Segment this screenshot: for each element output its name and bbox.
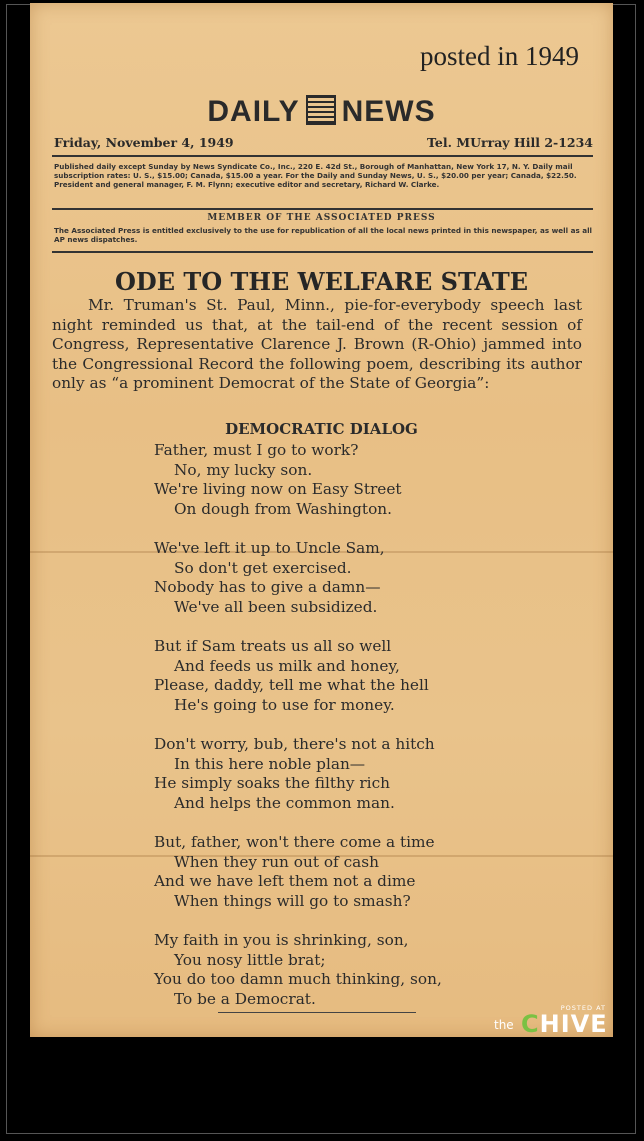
masthead-daily: DAILY xyxy=(207,95,300,128)
publisher-note: Published daily except Sunday by News Syndicate Co., Inc., 220 E. 42d St., Borough of Manhattan, New York 17, N. Y. Daily mail subscription rates: U. S., $15.00; Canada, $15.00 a year. For the Daily and Sunday News, U. S., $20.00 per year; Canada, $22.50. President and general manager, F. M. Flynn; executive editor and secretary, Richard W. Clarke. xyxy=(54,162,577,189)
intro-paragraph xyxy=(52,296,582,394)
headline: ODE TO THE WELFARE STATE xyxy=(115,267,528,296)
poem-line: In this here noble plan— xyxy=(174,754,366,773)
divider xyxy=(52,251,593,253)
phone-number: Tel. MUrray Hill 2-1234 xyxy=(427,135,593,150)
issue-date: Friday, November 4, 1949 xyxy=(54,135,234,150)
poem-line: Father, must I go to work? xyxy=(154,441,359,459)
poem-line: So don't get exercised. xyxy=(174,558,352,577)
divider xyxy=(52,155,593,157)
logo-the: the xyxy=(494,1018,514,1032)
poem-stanza xyxy=(154,735,442,813)
poem-line: And feeds us milk and honey, xyxy=(174,656,400,675)
poem-line: When things will go to smash? xyxy=(174,891,411,910)
divider xyxy=(52,208,593,210)
poem-stanza xyxy=(154,931,442,1009)
poem-line: We're living now on Easy Street xyxy=(154,480,402,498)
intro-text: Mr. Truman's St. Paul, Minn., pie-for-everybody speech last night reminded us that, at the tail-end of the recent session of Congress, Representative Clarence J. Brown (R-Ohio) jammed into the Congressional Record the following poem, describing its author only as “a prominent Democrat of the State of Georgia”: xyxy=(52,296,582,392)
poem-line: And we have left them not a dime xyxy=(154,872,416,890)
chive-logo xyxy=(494,1004,612,1038)
poem-stanza xyxy=(154,441,442,519)
masthead-emblem-icon xyxy=(306,95,336,125)
poem-line: My faith in you is shrinking, son, xyxy=(154,931,409,949)
masthead xyxy=(30,95,613,129)
logo-chive: CHIVE xyxy=(521,1010,608,1038)
poem-line: To be a Democrat. xyxy=(174,989,316,1008)
member-heading: MEMBER OF THE ASSOCIATED PRESS xyxy=(207,213,436,223)
poem-line: He's going to use for money. xyxy=(174,695,395,714)
end-rule xyxy=(218,1012,416,1013)
dateline xyxy=(54,135,593,150)
poem-line: He simply soaks the filthy rich xyxy=(154,774,390,792)
posted-caption: posted in 1949 xyxy=(420,41,579,71)
poem-line: Nobody has to give a damn— xyxy=(154,578,381,596)
poem-line: Don't worry, bub, there's not a hitch xyxy=(154,735,435,753)
poem-line: You nosy little brat; xyxy=(174,950,326,969)
poem-line: You do too damn much thinking, son, xyxy=(154,970,442,988)
poem-line: We've left it up to Uncle Sam, xyxy=(154,539,385,557)
poem-line: We've all been subsidized. xyxy=(174,597,378,616)
poem-stanza xyxy=(154,637,442,715)
poem-line: When they run out of cash xyxy=(174,852,379,871)
logo-posted-at: POSTED AT xyxy=(560,1004,606,1012)
poem-line: On dough from Washington. xyxy=(174,499,392,518)
poem-line: But if Sam treats us all so well xyxy=(154,637,392,655)
ap-note: The Associated Press is entitled exclusively to the use for republication of all the local news printed in this newspaper, as well as all AP news dispatches. xyxy=(54,226,593,244)
poem-line: And helps the common man. xyxy=(174,793,395,812)
poem-stanza xyxy=(154,833,442,911)
poem-line: No, my lucky son. xyxy=(174,460,313,479)
poem-line: But, father, won't there come a time xyxy=(154,833,435,851)
poem-title: DEMOCRATIC DIALOG xyxy=(225,420,418,438)
poem-line: Please, daddy, tell me what the hell xyxy=(154,676,429,694)
masthead-news: NEWS xyxy=(341,95,436,128)
poem-stanza xyxy=(154,539,442,617)
poem xyxy=(154,441,442,1029)
